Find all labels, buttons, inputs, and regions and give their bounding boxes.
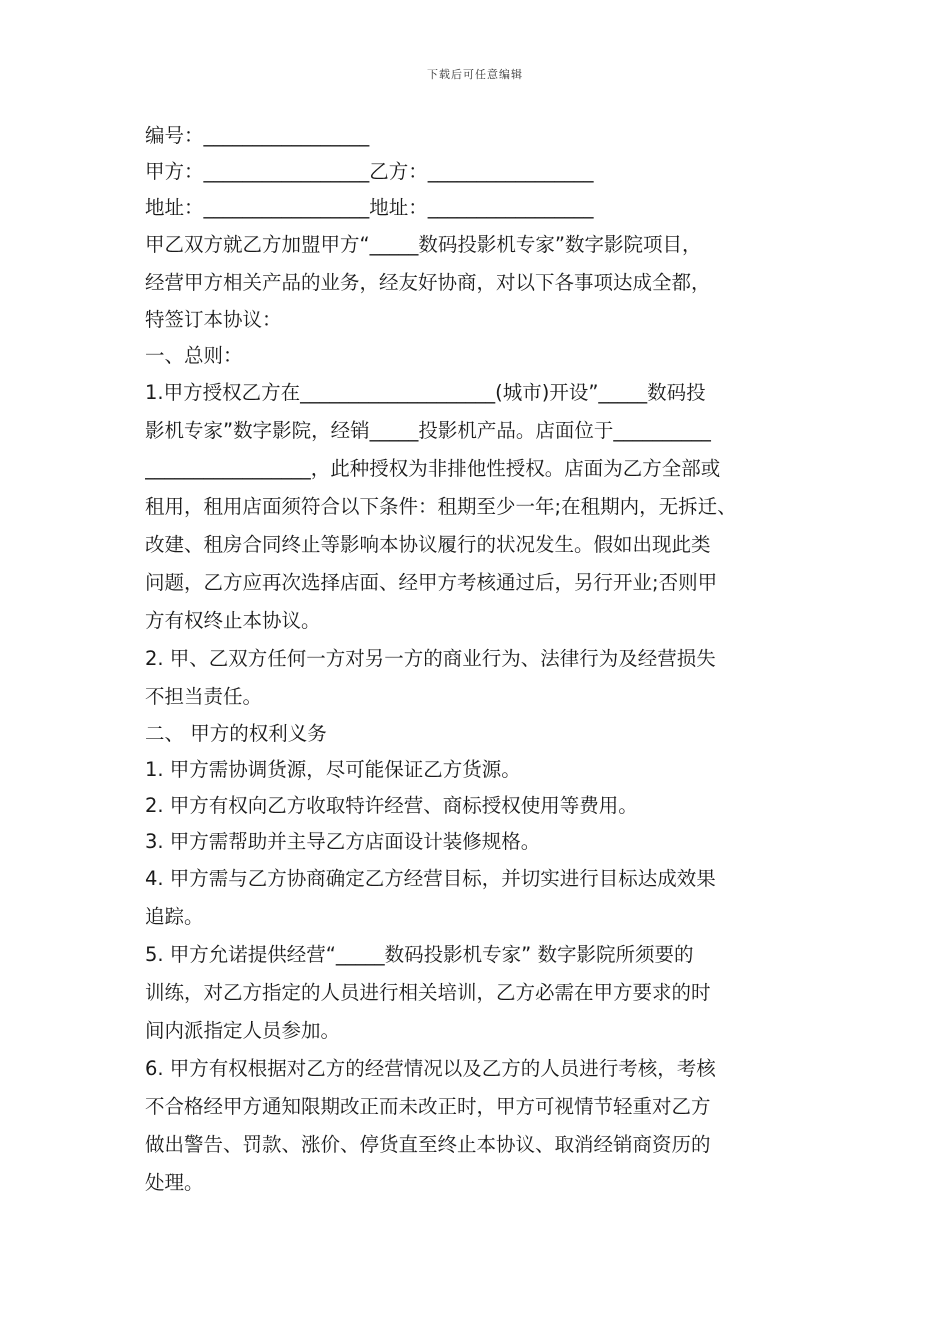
party-a-clause-3: 3. 甲方需帮助并主导乙方店面设计装修规格。 — [145, 830, 541, 853]
contract-number-line: 编号：_________________ — [145, 124, 370, 147]
party-a-clause-6-line-2: 不合格经甲方通知限期改正而未改正时，甲方可视情节轻重对乙方 — [145, 1095, 711, 1118]
party-a-clause-4-line-2: 追踪。 — [145, 905, 204, 928]
party-a-clause-4-line-1: 4. 甲方需与乙方协商确定乙方经营目标，并切实进行目标达成效果 — [145, 867, 716, 890]
section-heading-general: 一、总则： — [145, 344, 243, 367]
party-a-clause-6-line-3: 做出警告、罚款、涨价、停货直至终止本协议、取消经销商资历的 — [145, 1133, 711, 1156]
party-a-clause-1: 1. 甲方需协调货源，尽可能保证乙方货源。 — [145, 758, 521, 781]
party-a-clause-6-line-1: 6. 甲方有权根据对乙方的经营情况以及乙方的人员进行考核，考核 — [145, 1057, 716, 1080]
general-clause-2-line-1: 2. 甲、乙双方任何一方对另一方的商业行为、法律行为及经营损失 — [145, 647, 716, 670]
party-a-clause-5-line-3: 间内派指定人员参加。 — [145, 1019, 341, 1042]
general-clause-1-line-4: 租用，租用店面须符合以下条件：租期至少一年;在租期内，无拆迁、 — [145, 495, 737, 518]
preamble-line-2: 经营甲方相关产品的业务，经友好协商，对以下各事项达成全都， — [145, 271, 711, 294]
party-a-clause-2: 2. 甲方有权向乙方收取特许经营、商标授权使用等费用。 — [145, 794, 638, 817]
general-clause-1-line-5: 改建、租房合同终止等影响本协议履行的状况发生。假如出现此类 — [145, 533, 711, 556]
address-line: 地址：_________________地址：_________________ — [145, 196, 594, 219]
party-a-clause-6-line-4: 处理。 — [145, 1171, 204, 1194]
section-heading-party-a-rights: 二、 甲方的权利义务 — [145, 722, 327, 745]
general-clause-1-line-1: 1.甲方授权乙方在____________________(城市)开设”_____数码投 — [145, 381, 706, 404]
general-clause-1-line-2: 影机专家”数字影院，经销_____投影机产品。店面位于__________ — [145, 419, 711, 442]
page-header-watermark: 下载后可任意编辑 — [427, 68, 523, 81]
parties-line: 甲方：_________________乙方：_________________ — [145, 160, 594, 183]
preamble-line-1: 甲乙双方就乙方加盟甲方“_____数码投影机专家”数字影院项目， — [145, 233, 702, 256]
document-body — [145, 118, 835, 1202]
preamble-line-3: 特签订本协议： — [145, 308, 282, 331]
general-clause-1-line-7: 方有权终止本协议。 — [145, 609, 321, 632]
general-clause-1-line-6: 问题，乙方应再次选择店面、经甲方考核通过后，另行开业;否则甲 — [145, 571, 718, 594]
party-a-clause-5-line-1: 5. 甲方允诺提供经营“_____数码投影机专家” 数字影院所须要的 — [145, 943, 694, 966]
general-clause-1-line-3: _________________，此种授权为非排他性授权。店面为乙方全部或 — [145, 457, 721, 480]
general-clause-2-line-2: 不担当责任。 — [145, 685, 263, 708]
party-a-clause-5-line-2: 训练，对乙方指定的人员进行相关培训，乙方必需在甲方要求的时 — [145, 981, 711, 1004]
